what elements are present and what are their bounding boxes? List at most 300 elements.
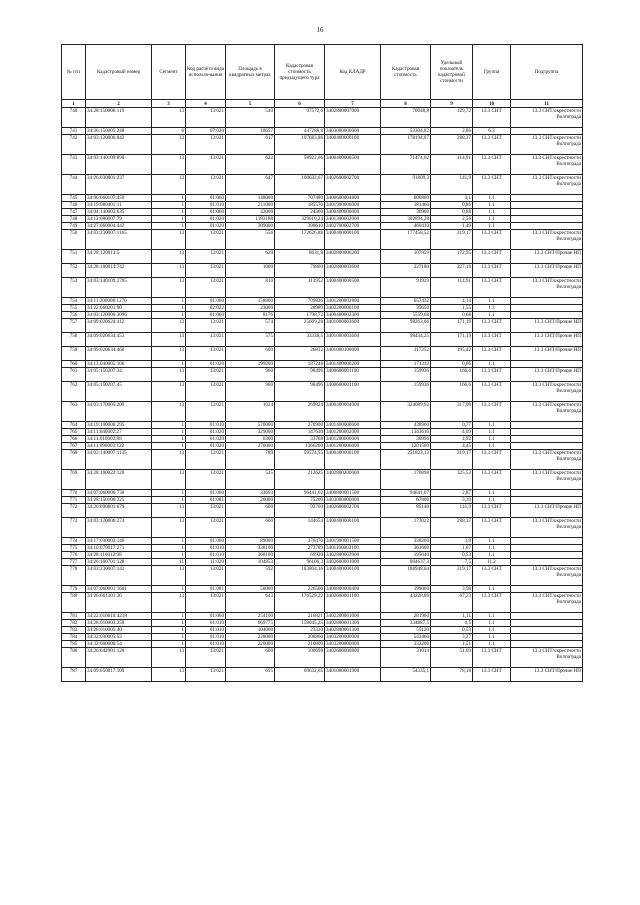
subgroup-cell: [511, 634, 583, 641]
segment-cell: 1: [152, 634, 186, 641]
kladr-code-cell: 3400600001100: [325, 368, 381, 382]
table-row: [62, 518, 583, 538]
cadastral-number-cell: 34:22:060201:90: [86, 305, 152, 312]
subgroup-cell: [511, 620, 583, 627]
area-cell: 647: [226, 175, 275, 195]
group-cell: 13.3 СНТ: [473, 135, 511, 155]
kladr-code-cell: 3401400000000: [325, 422, 381, 429]
kladr-code-cell: 3402200001000: [325, 613, 381, 620]
subgroup-cell: 13.3 СНТ/Прочие НП: [511, 264, 583, 278]
cadastral-number-cell: 34:19:080401:11: [86, 202, 152, 209]
specific-value-cell: 1,55: [431, 305, 473, 312]
kladr-code-cell: 3400400002300: [325, 312, 381, 319]
row-number-cell: 784: [62, 634, 86, 641]
segment-cell: 13: [152, 155, 186, 175]
segment-cell: 13: [152, 135, 186, 155]
kladr-code-cell: 3400400000500: [325, 278, 381, 298]
group-cell: 1.1: [473, 298, 511, 305]
cadastral-value-cell: 361660: [381, 545, 431, 552]
cadastral-number-cell: 34:11:040002:27: [86, 429, 152, 436]
kladr-code-cell: 3403200000000: [325, 641, 381, 648]
cadastral-value-cell: 199000: [381, 586, 431, 593]
row-number-cell: 768: [62, 450, 86, 470]
area-cell: 220000: [226, 641, 275, 648]
cadastral-number-cell: 34:10:070017:271: [86, 545, 152, 552]
usage-code-cell: 13:021: [186, 668, 226, 682]
cadastral-number-cell: 34:36:150005:248: [86, 128, 152, 135]
previous-value-cell: 113952: [275, 278, 325, 298]
previous-value-cell: 28980: [275, 305, 325, 312]
subgroup-cell: [511, 216, 583, 223]
cadastral-number-cell: 34:26:100701:128: [86, 559, 152, 566]
kladr-code-cell: 3400600004800: [325, 195, 381, 202]
table-row: [62, 566, 583, 586]
table-row: [62, 586, 583, 593]
cadastral-value-cell: 460410: [381, 223, 431, 230]
table-row: [62, 559, 583, 566]
group-cell: 13.3 СНТ: [473, 155, 511, 175]
row-number-cell: 764: [62, 422, 86, 429]
subgroup-cell: 13.3 СНТ/окрестности Волгограда: [511, 135, 583, 155]
subgroup-cell: 13.3 СНТ/окрестности Волгограда: [511, 593, 583, 613]
cadastral-value-cell: 70048,8: [381, 108, 431, 128]
area-cell: 329000: [226, 429, 275, 436]
header-cell: Кадастровая стоимость: [381, 45, 431, 100]
group-cell: 13.3 СНТ: [473, 319, 511, 333]
specific-value-cell: 0,86: [431, 361, 473, 368]
previous-value-cell: 98496: [275, 368, 325, 382]
group-cell: 13.3 СНТ: [473, 264, 511, 278]
row-number-cell: 765: [62, 429, 86, 436]
area-cell: 592: [226, 566, 275, 586]
specific-value-cell: 319,17: [431, 450, 473, 470]
previous-value-cell: 69632,65: [275, 668, 325, 682]
cadastral-number-cell: 34:09:050817:109: [86, 668, 152, 682]
segment-cell: 1: [152, 195, 186, 202]
row-number-cell: 769: [62, 470, 86, 490]
segment-cell: 13: [152, 264, 186, 278]
cadastral-value-cell: 171312: [381, 361, 431, 368]
cadastral-number-cell: 34:03:120006:842: [86, 135, 152, 155]
kladr-code-cell: 3400400000100: [325, 450, 381, 470]
subgroup-cell: [511, 627, 583, 634]
usage-code-cell: 01:020: [186, 223, 226, 230]
specific-value-cell: 4,14: [431, 298, 473, 305]
cadastral-value-cell: 227180: [381, 264, 431, 278]
cadastral-value-cell: 438900: [381, 422, 431, 429]
specific-value-cell: 1,49: [431, 223, 473, 230]
group-cell: 1.1: [473, 620, 511, 627]
area-cell: 960: [226, 382, 275, 402]
table-row: [62, 613, 583, 620]
previous-value-cell: 212625: [275, 470, 325, 490]
specific-value-cell: 141,9: [431, 175, 473, 195]
area-cell: 18657: [226, 128, 275, 135]
row-number-cell: 763: [62, 402, 86, 422]
previous-value-cell: 24360: [275, 209, 325, 216]
cadastral-value-cell: 302894,28: [381, 216, 431, 223]
usage-code-cell: 11:020: [186, 559, 226, 566]
cadastral-value-cell: 55120: [381, 627, 431, 634]
usage-code-cell: 13:021: [186, 347, 226, 361]
specific-value-cell: 0,86: [431, 202, 473, 209]
area-cell: 1000: [226, 264, 275, 278]
subgroup-cell: 13.3 СНТ/окрестности Волгограда: [511, 648, 583, 668]
table-row: [62, 312, 583, 319]
cadastral-number-cell: 34:09:020634:460: [86, 347, 152, 361]
area-cell: 810: [226, 278, 275, 298]
segment-cell: 1: [152, 620, 186, 627]
subgroup-cell: [511, 545, 583, 552]
cadastral-value-cell: 98263,06: [381, 319, 431, 333]
specific-value-cell: 319,17: [431, 566, 473, 586]
table-row: [62, 195, 583, 202]
cadastral-value-cell: 338200: [381, 538, 431, 545]
usage-code-cell: 02:022: [186, 305, 226, 312]
table-row: [62, 450, 583, 470]
segment-cell: 13: [152, 368, 186, 382]
area-cell: 23000: [226, 305, 275, 312]
specific-value-cell: 4,92: [431, 436, 473, 443]
kladr-code-cell: 3401000001900: [325, 668, 381, 682]
previous-value-cell: 107683,86: [275, 135, 325, 155]
previous-value-cell: 1366200: [275, 443, 325, 450]
kladr-code-cell: 3401200000000: [325, 436, 381, 443]
cadastral-number-cell: 34:09:020624:412: [86, 319, 152, 333]
table-row: [62, 634, 583, 641]
cadastral-number-cell: 34:04:140003:635: [86, 209, 152, 216]
usage-code-cell: 01:010: [186, 641, 226, 648]
table-row: [62, 470, 583, 490]
segment-cell: 6: [152, 128, 186, 135]
group-cell: 13.3 СНТ: [473, 668, 511, 682]
usage-code-cell: 13:021: [186, 450, 226, 470]
header-cell: Подгруппа: [511, 45, 583, 100]
column-number: 6: [275, 100, 325, 108]
specific-value-cell: 317,08: [431, 402, 473, 422]
area-cell: 33693: [226, 490, 275, 497]
kladr-code-cell: 3402600001000: [325, 559, 381, 566]
previous-value-cell: 79860: [275, 264, 325, 278]
cadastral-number-cell: 34:12:080007:79: [86, 216, 152, 223]
specific-value-cell: 129,72: [431, 108, 473, 128]
group-cell: 13.3 СНТ: [473, 504, 511, 518]
usage-code-cell: 01:060: [186, 209, 226, 216]
segment-cell: 1: [152, 586, 186, 593]
specific-value-cell: 78,18: [431, 668, 473, 682]
previous-value-cell: 147630: [275, 429, 325, 436]
segment-cell: 13: [152, 278, 186, 298]
usage-code-cell: 01:060: [186, 538, 226, 545]
usage-code-cell: 13:021: [186, 135, 226, 155]
subgroup-cell: 13.3 СНТ/окрестности Волгограда: [511, 155, 583, 175]
table-row: [62, 209, 583, 216]
column-number: 10: [473, 100, 511, 108]
row-number-cell: 753: [62, 278, 86, 298]
row-number-cell: 767: [62, 443, 86, 450]
kladr-code-cell: 3402800003900: [325, 552, 381, 559]
subgroup-cell: 13.3 СНТ/Прочие НП: [511, 319, 583, 333]
group-cell: 13.3 СНТ: [473, 450, 511, 470]
row-number-cell: 783: [62, 627, 86, 634]
kladr-code-cell: 3402600002700: [325, 504, 381, 518]
table-row: [62, 545, 583, 552]
cadastral-value-cell: 85140: [381, 504, 431, 518]
cadastral-value-cell: 67800: [381, 497, 431, 504]
cadastral-number-cell: 34:03:140109:890: [86, 155, 152, 175]
subgroup-cell: 13.3 СНТ/окрестности Волгограда: [511, 278, 583, 298]
usage-code-cell: 01:010: [186, 620, 226, 627]
specific-value-cell: 0,5: [431, 620, 473, 627]
cadastral-number-cell: 34:03:120006:274: [86, 518, 152, 538]
cadastral-number-cell: 34:28:100022:120: [86, 470, 152, 490]
usage-code-cell: 13:021: [186, 230, 226, 250]
previous-value-cell: 98496: [275, 382, 325, 402]
table-body: [62, 108, 583, 682]
specific-value-cell: 325,52: [431, 470, 473, 490]
area-cell: 540: [226, 108, 275, 128]
area-cell: 695: [226, 668, 275, 682]
group-cell: 13.3 СНТ: [473, 368, 511, 382]
subgroup-cell: 13.3 СНТ/окрестности Волгограда: [511, 450, 583, 470]
segment-cell: 13: [152, 518, 186, 538]
cadastral-value-cell: 53304,82: [381, 128, 431, 135]
area-cell: 789: [226, 450, 275, 470]
specific-value-cell: 114,91: [431, 278, 473, 298]
usage-code-cell: 01:020: [186, 216, 226, 223]
subgroup-cell: 13.3 СНТ/окрестности Волгограда: [511, 518, 583, 538]
kladr-code-cell: 3400600001100: [325, 382, 381, 402]
previous-value-cell: 92760: [275, 504, 325, 518]
usage-code-cell: 01:020: [186, 436, 226, 443]
previous-value-cell: 269824: [275, 402, 325, 422]
segment-cell: 1: [152, 641, 186, 648]
group-cell: 1.1: [473, 586, 511, 593]
subgroup-cell: 13.3 СНТ/Прочие НП: [511, 250, 583, 264]
row-number-cell: 755: [62, 305, 86, 312]
area-cell: 104853: [226, 559, 275, 566]
group-cell: 1.1: [473, 634, 511, 641]
previous-value-cell: 187248: [275, 361, 325, 368]
group-cell: 11.2: [473, 559, 511, 566]
usage-code-cell: 01:010: [186, 634, 226, 641]
table-row: [62, 175, 583, 195]
usage-code-cell: 01:010: [186, 422, 226, 429]
usage-code-cell: 13:021: [186, 278, 226, 298]
row-number-cell: 745: [62, 195, 86, 202]
kladr-code-cell: 3400400006000: [325, 209, 381, 216]
group-cell: 13.3 СНТ: [473, 402, 511, 422]
segment-cell: 13: [152, 230, 186, 250]
segment-cell: 1: [152, 436, 186, 443]
specific-value-cell: 2,56: [431, 216, 473, 223]
table-row: [62, 108, 583, 128]
cadastral-value-cell: 170898: [381, 470, 431, 490]
row-number-cell: 777: [62, 559, 86, 566]
subgroup-cell: 13.3 СНТ/окрестности Волгограда: [511, 382, 583, 402]
cadastral-number-cell: 34:11:010002:88: [86, 436, 152, 443]
kladr-code-cell: 3403000000000: [325, 497, 381, 504]
header-cell: Кадастровый номер: [86, 45, 152, 100]
cadastral-number-cell: 34:03:120006:3096: [86, 312, 152, 319]
area-cell: 556: [226, 230, 275, 250]
kladr-code-cell: 3401300002000: [325, 216, 381, 223]
cadastral-number-cell: 34:03:230007:142: [86, 566, 152, 586]
area-cell: 525: [226, 470, 275, 490]
previous-value-cell: 226500: [275, 586, 325, 593]
header-cell: Группа: [473, 45, 511, 100]
cadastral-number-cell: 34:03:170005:209: [86, 402, 152, 422]
usage-code-cell: 01:010: [186, 545, 226, 552]
segment-cell: 1: [152, 305, 186, 312]
kladr-code-cell: 3403200000000: [325, 634, 381, 641]
specific-value-cell: 0,53: [431, 627, 473, 634]
kladr-code-cell: 3400400000100: [325, 566, 381, 586]
cadastral-value-cell: 281960: [381, 613, 431, 620]
header-cell: № п/п: [62, 45, 86, 100]
previous-value-cell: 398610: [275, 223, 325, 230]
segment-cell: 1: [152, 552, 186, 559]
cadastral-number-cell: 34:26:090801:679: [86, 504, 152, 518]
kladr-code-cell: 3400400000100: [325, 230, 381, 250]
area-cell: 669775: [226, 620, 275, 627]
specific-value-cell: 166,6: [431, 368, 473, 382]
kladr-code-cell: 3403000000000: [325, 128, 381, 135]
row-number-cell: 759: [62, 347, 86, 361]
table-row: [62, 538, 583, 545]
cadastral-value-cell: 36960: [381, 209, 431, 216]
table-header: [62, 45, 583, 108]
table-row: [62, 216, 583, 223]
segment-cell: 1: [152, 490, 186, 497]
specific-value-cell: 1,51: [431, 641, 473, 648]
row-number-cell: 780: [62, 593, 86, 613]
segment-cell: 1: [152, 613, 186, 620]
header-cell: Площадь в квадратных метрах: [226, 45, 275, 100]
segment-cell: 1: [152, 497, 186, 504]
header-cell: Код КЛАДР: [325, 45, 381, 100]
segment-cell: 13: [152, 450, 186, 470]
usage-code-cell: 13:021: [186, 155, 226, 175]
area-cell: 148000: [226, 195, 275, 202]
subgroup-cell: [511, 490, 583, 497]
usage-code-cell: 13:021: [186, 566, 226, 586]
segment-cell: 13: [152, 402, 186, 422]
group-cell: 1.1: [473, 312, 511, 319]
group-cell: 1.1: [473, 497, 511, 504]
subgroup-cell: [511, 538, 583, 545]
specific-value-cell: 0,53: [431, 552, 473, 559]
previous-value-cell: 69920: [275, 552, 325, 559]
kladr-code-cell: 3402800003600: [325, 264, 381, 278]
area-cell: 570000: [226, 422, 275, 429]
column-number: 11: [511, 100, 583, 108]
kladr-code-cell: 3401100002100: [325, 545, 381, 552]
group-cell: 1.3: [473, 305, 511, 312]
cadastral-number-cell: 34:11:090003:122: [86, 443, 152, 450]
cadastral-value-cell: 606800: [381, 195, 431, 202]
row-number-cell: 741: [62, 128, 86, 135]
previous-value-cell: 26832: [275, 347, 325, 361]
table-row: [62, 128, 583, 135]
kladr-code-cell: 3400800000400: [325, 586, 381, 593]
group-cell: 13.3 СНТ: [473, 566, 511, 586]
cadastral-value-cell: 71474,02: [381, 155, 431, 175]
header-cell: Сегмент: [152, 45, 186, 100]
group-cell: 1.1: [473, 641, 511, 648]
cadastral-value-cell: 1201500: [381, 443, 431, 450]
area-cell: 629: [226, 250, 275, 264]
previous-value-cell: 376470: [275, 538, 325, 545]
previous-value-cell: 96441,62: [275, 490, 325, 497]
segment-cell: 1: [152, 545, 186, 552]
header-cell: Код расчёта вида использо-вания: [186, 45, 226, 100]
segment-cell: 11: [152, 559, 186, 566]
cadastral-value-cell: 334887,5: [381, 620, 431, 627]
segment-cell: 1: [152, 298, 186, 305]
cadastral-value-cell: 43228,89: [381, 593, 431, 613]
previous-value-cell: 447288,8: [275, 128, 325, 135]
cadastral-value-cell: 159936: [381, 382, 431, 402]
previous-value-cell: 97572,6: [275, 108, 325, 128]
specific-value-cell: 288,37: [431, 518, 473, 538]
kladr-code-cell: 3402800001300: [325, 620, 381, 627]
segment-cell: 13: [152, 668, 186, 682]
segment-cell: 13: [152, 333, 186, 347]
specific-value-cell: 195,42: [431, 347, 473, 361]
table-row: [62, 223, 583, 230]
previous-value-cell: 709836: [275, 298, 325, 305]
previous-value-cell: 273789: [275, 545, 325, 552]
specific-value-cell: 3,27: [431, 634, 473, 641]
specific-value-cell: 141,9: [431, 504, 473, 518]
segment-cell: 1: [152, 202, 186, 209]
previous-value-cell: 210800: [275, 641, 325, 648]
subgroup-cell: 13.3 СНТ/окрестности Волгограда: [511, 402, 583, 422]
column-number: 2: [86, 100, 152, 108]
cadastral-value-cell: 188948,64: [381, 566, 431, 586]
usage-code-cell: 01:020: [186, 443, 226, 450]
specific-value-cell: 166,6: [431, 382, 473, 402]
row-number-cell: 752: [62, 264, 86, 278]
column-number: 8: [381, 100, 431, 108]
area-cell: 199200: [226, 361, 275, 368]
previous-value-cell: 144654: [275, 518, 325, 538]
previous-value-cell: 208860: [275, 634, 325, 641]
specific-value-cell: 4,1: [431, 195, 473, 202]
area-cell: 622: [226, 155, 275, 175]
usage-code-cell: 01:060: [186, 490, 226, 497]
row-number-cell: 762: [62, 382, 86, 402]
table-row: [62, 552, 583, 559]
page-number: 16: [316, 26, 324, 34]
specific-value-cell: 0,77: [431, 422, 473, 429]
cadastral-number-cell: 34:07:060006:730: [86, 490, 152, 497]
specific-value-cell: 171,19: [431, 319, 473, 333]
subgroup-cell: [511, 305, 583, 312]
segment-cell: 13: [152, 108, 186, 128]
cadastral-value-cell: 804637,3: [381, 559, 431, 566]
segment-cell: 1: [152, 627, 186, 634]
segment-cell: 1: [152, 422, 186, 429]
area-cell: 1024: [226, 402, 275, 422]
row-number-cell: 782: [62, 620, 86, 627]
area-cell: 50000: [226, 586, 275, 593]
kladr-code-cell: 3401000003600: [325, 319, 381, 333]
area-cell: 338100: [226, 545, 275, 552]
cadastral-number-cell: 34:03:140007:1135: [86, 450, 152, 470]
area-cell: 158800: [226, 298, 275, 305]
